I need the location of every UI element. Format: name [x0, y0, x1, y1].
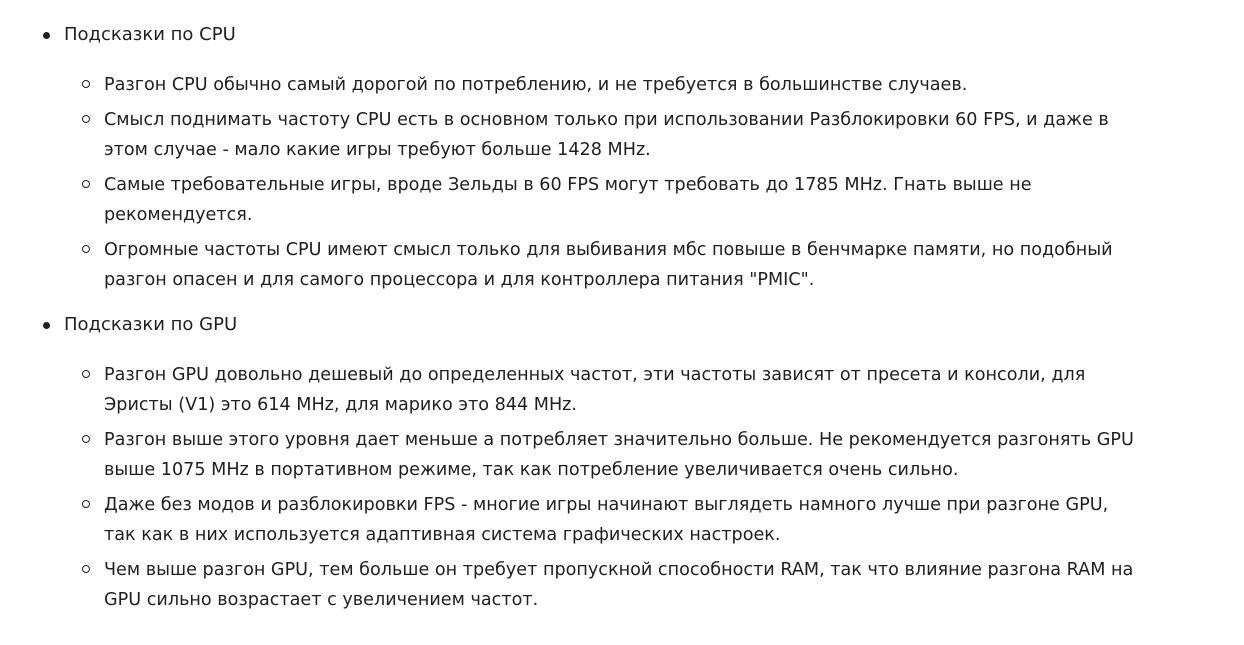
list-item-text: Смысл поднимать частоту CPU есть в основном только при использовании Разблокировки 60 FPS, и даже в этом случае - мало какие игры требуют больше 1428 MHz. — [104, 110, 1109, 160]
list-item-text: Огромные частоты CPU имеют смысл только для выбивания мбс повыше в бенчмарке памяти, но подобный разгон опасен и для самого процессора и для контроллера питания "PMIC". — [104, 240, 1113, 290]
list-item — [0, 425, 1144, 485]
section-title: Подсказки по CPU — [64, 24, 236, 45]
list-item — [0, 490, 1144, 550]
section-heading — [0, 310, 1244, 340]
list-item-text: Даже без модов и разблокировки FPS - многие игры начинают выглядеть намного лучше при разгоне GPU, так как в них используется адаптивная система графических настроек. — [104, 495, 1109, 545]
section-gpu-tips — [0, 310, 1244, 615]
list-item-text: Разгон GPU довольно дешевый до определенных частот, эти частоты зависят от пресета и консоли, для Эристы (V1) это 614 MHz, для марико это 844 MHz. — [104, 365, 1086, 415]
bullet-circle-icon — [82, 435, 90, 443]
bullet-circle-icon — [82, 115, 90, 123]
list-item — [0, 105, 1144, 165]
gpu-tips-list — [0, 360, 1244, 615]
list-item — [0, 70, 1144, 100]
bullet-disc-icon — [43, 322, 50, 329]
list-item — [0, 360, 1144, 420]
list-item-text: Разгон выше этого уровня дает меньше а потребляет значительно больше. Не рекомендуется разгонять GPU выше 1075 MHz в портативном режиме, так как потребление увеличивается очень сильно. — [104, 430, 1134, 480]
section-title: Подсказки по GPU — [64, 314, 238, 335]
list-item-text: Разгон CPU обычно самый дорогой по потреблению, и не требуется в большинстве случаев. — [104, 75, 968, 95]
list-item-text: Чем выше разгон GPU, тем больше он требует пропускной способности RAM, так что влияние разгона RAM на GPU сильно возрастает с увеличением частот. — [104, 560, 1134, 610]
bullet-circle-icon — [82, 180, 90, 188]
section-heading — [0, 20, 1244, 50]
list-item — [0, 235, 1144, 295]
cpu-tips-list — [0, 70, 1244, 295]
bullet-disc-icon — [43, 32, 50, 39]
bullet-circle-icon — [82, 80, 90, 88]
list-item-text: Самые требовательные игры, вроде Зельды в 60 FPS могут требовать до 1785 MHz. Гнать выше не рекомендуется. — [104, 175, 1032, 225]
list-item — [0, 170, 1144, 230]
bullet-circle-icon — [82, 370, 90, 378]
list-item — [0, 555, 1144, 615]
bullet-circle-icon — [82, 565, 90, 573]
section-cpu-tips — [0, 20, 1244, 295]
bullet-circle-icon — [82, 245, 90, 253]
bullet-circle-icon — [82, 500, 90, 508]
